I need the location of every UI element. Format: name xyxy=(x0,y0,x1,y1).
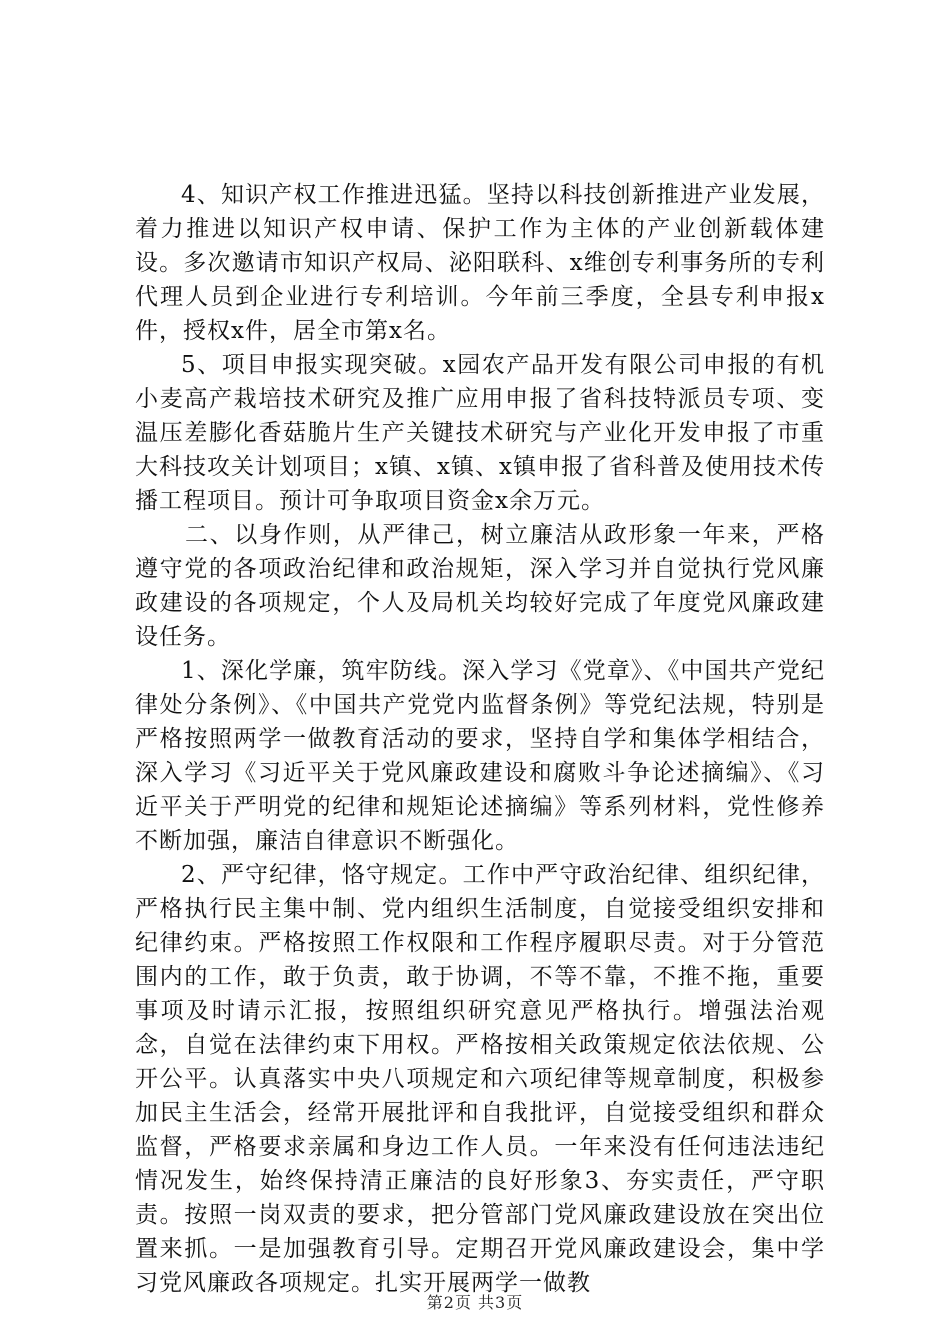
paragraph-discipline: 2、严守纪律，恪守规定。工作中严守政治纪律、组织纪律，严格执行民主集中制、党内组织生活制度，自觉接受组织安排和纪律约束。严格按照工作权限和工作程序履职尽责。对于分管范围内的工作，敢于负责，敢于协调，不等不靠，不推不拖，重要事项及时请示汇报，按照组织研究意见严格执行。增强法治观念，自觉在法律约束下用权。严格按相关政策规定依法依规、公开公平。认真落实中央八项规定和六项纪律等规章制度，积极参加民主生活会，经常开展批评和自我批评，自觉接受组织和群众监督，严格要求亲属和身边工作人员。一年来没有任何违法违纪情况发生，始终保持清正廉洁的良好形象3、夯实责任，严守职责。按照一岗双责的要求，把分管部门党风廉政建设放在突出位置来抓。一是加强教育引导。定期召开党风廉政建设会，集中学习党风廉政各项规定。扎实开展两学一做教 xyxy=(135,862,825,1296)
paragraph-ip-work: 4、知识产权工作推进迅猛。坚持以科技创新推进产业发展，着力推进以知识产权申请、保护工作为主体的产业创新载体建设。多次邀请市知识产权局、泌阳联科、x维创专利事务所的专利代理人员到企业进行专利培训。今年前三季度，全县专利申报x件，授权x件，居全市第x名。 xyxy=(135,182,825,344)
paragraph-section-two: 二、以身作则，从严律己，树立廉洁从政形象一年来，严格遵守党的各项政治纪律和政治规矩，深入学习并自觉执行党风廉政建设的各项规定，个人及局机关均较好完成了年度党风廉政建设任务。 xyxy=(135,522,825,650)
page-number: 第2页 共3页 xyxy=(426,1293,524,1312)
document-body xyxy=(135,178,825,1300)
paragraph-project-application: 5、项目申报实现突破。x园农产品开发有限公司申报的有机小麦高产栽培技术研究及推广应用申报了省科技特派员专项、变温压差膨化香菇脆片生产关键技术研究与产业化开发申报了市重大科技攻关计划项目；x镇、x镇、x镇申报了省科普及使用技术传播工程项目。预计可争取项目资金x余万元。 xyxy=(135,352,825,514)
paragraph-study-integrity: 1、深化学廉，筑牢防线。深入学习《党章》、《中国共产党纪律处分条例》、《中国共产党党内监督条例》等党纪法规，特别是严格按照两学一做教育活动的要求，坚持自学和集体学相结合，深入学习《习近平关于党风廉政建设和腐败斗争论述摘编》、《习近平关于严明党的纪律和规矩论述摘编》等系列材料，党性修养不断加强，廉洁自律意识不断强化。 xyxy=(135,658,825,854)
